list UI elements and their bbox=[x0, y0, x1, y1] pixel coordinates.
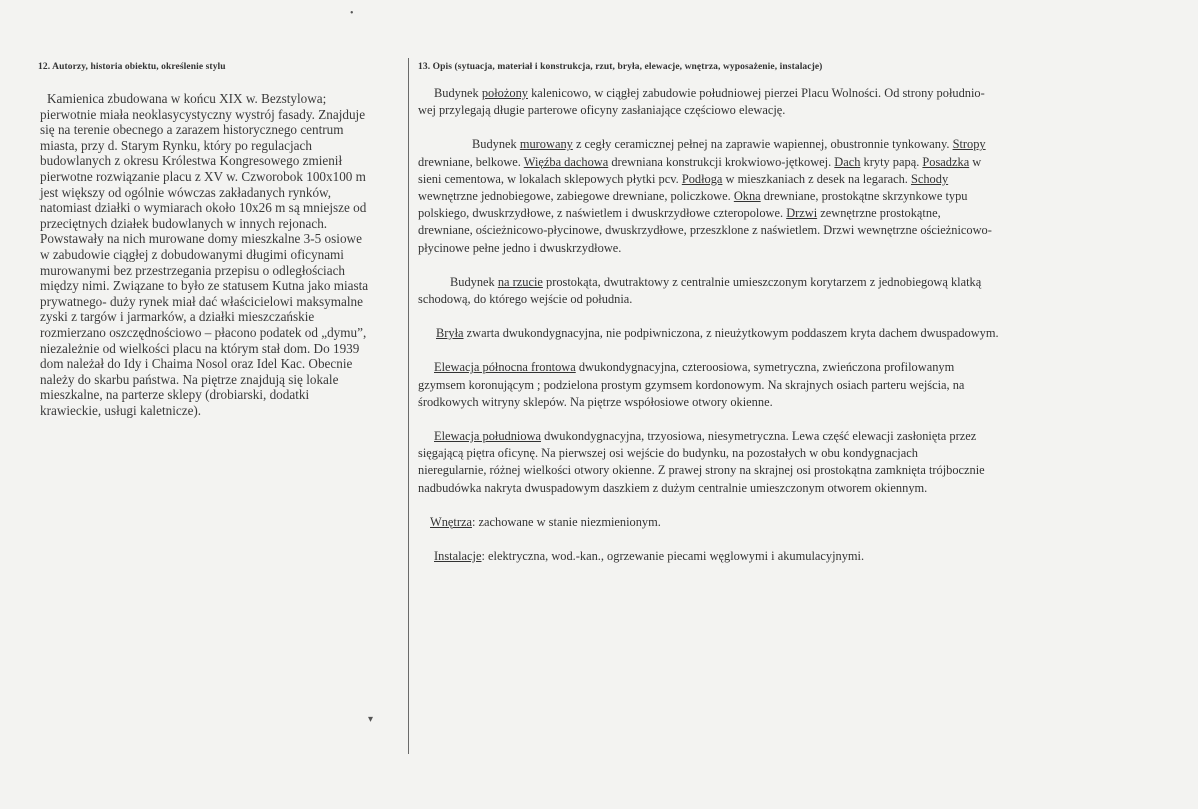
underlined-term: Wnętrza bbox=[430, 514, 472, 529]
paragraph bbox=[418, 548, 1083, 565]
underlined-term: Elewacja północna frontowa bbox=[434, 360, 576, 375]
text-run: nieregularnie, różnej wielkości otwory okienne. Z prawej strony na skrajnej osi prostokątna zamknięta trójbocznie bbox=[418, 463, 985, 478]
underlined-term: Stropy bbox=[952, 137, 986, 152]
underlined-term: Okna bbox=[733, 189, 761, 204]
text-line bbox=[418, 240, 1083, 257]
text-line bbox=[418, 548, 1083, 565]
text-run: w mieszkaniach z desek na legarach. bbox=[722, 171, 911, 186]
text-line bbox=[418, 205, 1083, 222]
text-run: płycinowe pełne jedno i dwuskrzydłowe. bbox=[418, 240, 622, 255]
text-run: zwarta dwukondygnacyjna, nie podpiwniczona, z nieużytkowym poddaszem kryta dachem dwuspadowym. bbox=[463, 326, 999, 341]
paragraph bbox=[418, 514, 1083, 531]
section-12-body bbox=[38, 91, 398, 418]
text-line: zyski z targów i jarmarków, a działki mieszczańskie bbox=[40, 309, 315, 325]
text-run: drewniana konstrukcji krokwiowo-jętkowej. bbox=[608, 154, 835, 169]
text-line: się na terenie obecnego a zarazem historycznego centrum bbox=[40, 122, 344, 138]
text-line: miasta, przy d. Starym Rynku, który po regulacjach bbox=[40, 137, 312, 153]
text-line: przeciętnych działek budowlanych w innych rejonach. bbox=[40, 215, 328, 231]
left-column bbox=[38, 62, 398, 418]
text-line bbox=[418, 359, 1083, 376]
text-line bbox=[418, 428, 1083, 445]
text-line bbox=[418, 394, 1083, 411]
paragraph bbox=[418, 85, 1083, 119]
text-line: jest większy od ogólnie wówczas zakładanych rynków, bbox=[40, 184, 332, 200]
text-line: prywatnego- duży rynek miał dać właścicielowi maksymalne bbox=[40, 293, 363, 309]
text-line: Powstawały na nich murowane domy mieszkalne 3-5 osiowe bbox=[40, 231, 362, 247]
text-run: środkowych witryny sklepów. Na piętrze współosiowe otwory okienne. bbox=[418, 394, 773, 409]
underlined-term: Elewacja południowa bbox=[434, 429, 542, 444]
text-run: dwukondygnacyjna, czteroosiowa, symetryczna, zwieńczona profilowanym bbox=[575, 360, 955, 375]
text-line: niezależnie od wielkości placu na którym stał dom. Do 1939 bbox=[40, 340, 360, 356]
underlined-term: Podłoga bbox=[681, 171, 723, 186]
column-divider bbox=[408, 58, 409, 754]
text-line bbox=[418, 325, 1083, 342]
text-line: krawieckie, usługi kaletnicze). bbox=[40, 402, 202, 418]
text-line: Kamienica zbudowana w końcu XIX w. Bezstylowa; bbox=[47, 91, 327, 106]
text-line bbox=[418, 171, 1083, 188]
underlined-term: Dach bbox=[834, 154, 861, 169]
paragraph bbox=[418, 428, 1083, 497]
underlined-term: Bryła bbox=[436, 326, 464, 341]
text-line bbox=[418, 274, 1083, 291]
text-line: mieszkalne, na parterze sklepy (drobiarski, dodatki bbox=[40, 387, 310, 403]
text-line bbox=[418, 85, 1083, 102]
text-run: kryty papą. bbox=[860, 154, 923, 169]
text-line: między nimi. Związane to było ze statusem Kutna jako miasta bbox=[40, 278, 369, 294]
underlined-term: Posadzka bbox=[922, 154, 970, 169]
underlined-term: na rzucie bbox=[497, 274, 543, 289]
text-line bbox=[418, 514, 1083, 531]
text-run: : elektryczna, wod.-kan., ogrzewanie piecami węglowymi i akumulacyjnymi. bbox=[481, 549, 865, 564]
text-line: murowanymi bez przestrzegania przepisu o odległościach bbox=[40, 262, 346, 278]
text-run: nadbudówka nakryta dwuspadowym daszkiem z dużym centralnie umieszczonym otworem okiennym. bbox=[418, 480, 928, 495]
text-run: dwukondygnacyjna, trzyosiowa, niesymetryczna. Lewa część elewacji zasłonięta przez bbox=[541, 429, 977, 444]
text-line bbox=[418, 480, 1083, 497]
underlined-term: Instalacje bbox=[434, 549, 482, 564]
text-run: prostokąta, dwutraktowy z centralnie umieszczonym korytarzem z jednobiegową klatką bbox=[542, 274, 982, 289]
text-run: kalenicowo, w ciągłej zabudowie południowej pierzei Placu Wolności. Od strony południo- bbox=[527, 86, 985, 100]
text-line bbox=[418, 377, 1083, 394]
text-run: Budynek bbox=[450, 274, 498, 289]
text-run: polskiego, dwuskrzydłowe, z naświetlem i dwuskrzydłowe czteropolowe. bbox=[418, 206, 787, 221]
text-line bbox=[418, 102, 1083, 119]
text-line bbox=[418, 445, 1083, 462]
text-line bbox=[418, 222, 1083, 239]
paragraph bbox=[418, 136, 1083, 256]
text-line bbox=[418, 154, 1083, 171]
section-12-heading: 12. Autorzy, historia obiektu, określenie stylu bbox=[38, 62, 226, 72]
text-line: pierwotnie miała neoklasycystyczny wystrój fasady. Znajduje bbox=[40, 106, 366, 122]
paragraph bbox=[418, 325, 1083, 342]
text-run: : zachowane w stanie niezmienionym. bbox=[471, 514, 661, 529]
text-run: w bbox=[969, 154, 982, 169]
text-run: sięgającą piętra oficynę. Na pierwszej osi wejście do budynku, na pozostałych w obu kondygnacjach bbox=[418, 446, 918, 461]
text-run: zewnętrzne prostokątne, bbox=[817, 206, 941, 221]
text-line: w zabudowie ciągłej z dobudowanymi długimi oficynami bbox=[40, 246, 344, 262]
text-run: gzymsem koronującym ; podzielona prostym gzymsem kordonowym. Na skrajnych osiach parteru wejścia, na bbox=[418, 377, 965, 392]
text-run: drewniane, belkowe. bbox=[418, 154, 524, 169]
text-line: należy do skarbu państwa. Na piętrze znajdują się lokale bbox=[40, 371, 339, 387]
text-line: pierwotne rozwiązanie placu z XV w. Czworobok 100x100 m bbox=[40, 168, 366, 184]
right-column bbox=[418, 62, 1083, 582]
text-run: drewniane, ościeżnicowo-płycinowe, dwuskrzydłowe, przeszklone z naświetlem. Drzwi wewnętrzne ościeżnicowo- bbox=[418, 223, 992, 238]
text-line: rozmierzano oszczędnościowo – płacono podatek od „dymu”, bbox=[40, 324, 367, 340]
text-line bbox=[418, 136, 1083, 153]
underlined-term: Schody bbox=[910, 171, 949, 186]
text-line: budowlanych z okresu Królestwa Kongresowego zmienił bbox=[40, 153, 343, 169]
text-run: wewnętrzne jednobiegowe, zabiegowe drewniane, policzkowe. bbox=[418, 189, 734, 204]
text-run: Budynek bbox=[472, 137, 520, 152]
underlined-term: murowany bbox=[519, 137, 573, 152]
text-run: schodową, do którego wejście od południa. bbox=[418, 292, 633, 307]
scan-speck: ▾ bbox=[368, 714, 374, 725]
text-line bbox=[418, 291, 1083, 308]
text-line bbox=[418, 188, 1083, 205]
text-run: sieni cementowa, w lokalach sklepowych płytki pcv. bbox=[418, 171, 682, 186]
paragraph bbox=[418, 359, 1083, 411]
underlined-term: położony bbox=[481, 86, 528, 100]
scan-speck: • bbox=[350, 8, 354, 19]
text-run: z cegły ceramicznej pełnej na zaprawie wapiennej, obustronnie tynkowany. bbox=[572, 137, 953, 152]
text-line: natomiast działki o wymiarach około 10x26 m są mniejsze od bbox=[40, 200, 367, 216]
text-run: drewniane, prostokątne skrzynkowe typu bbox=[760, 189, 968, 204]
underlined-term: Drzwi bbox=[786, 206, 818, 221]
section-13-heading: 13. Opis (sytuacja, materiał i konstrukcja, rzut, bryła, elewacje, wnętrza, wyposażenie, instalacje) bbox=[418, 62, 823, 72]
text-run: Budynek bbox=[434, 86, 482, 100]
section-13-body bbox=[418, 85, 1083, 565]
text-line bbox=[418, 462, 1083, 479]
paragraph bbox=[418, 274, 1083, 308]
text-line: dom należał do Idy i Chaima Nosol oraz Idel Kac. Obecnie bbox=[40, 356, 353, 372]
underlined-term: Więźba dachowa bbox=[523, 154, 609, 169]
text-run: wej przylegają długie parterowe oficyny zasłaniające częściowo elewację. bbox=[418, 103, 786, 118]
